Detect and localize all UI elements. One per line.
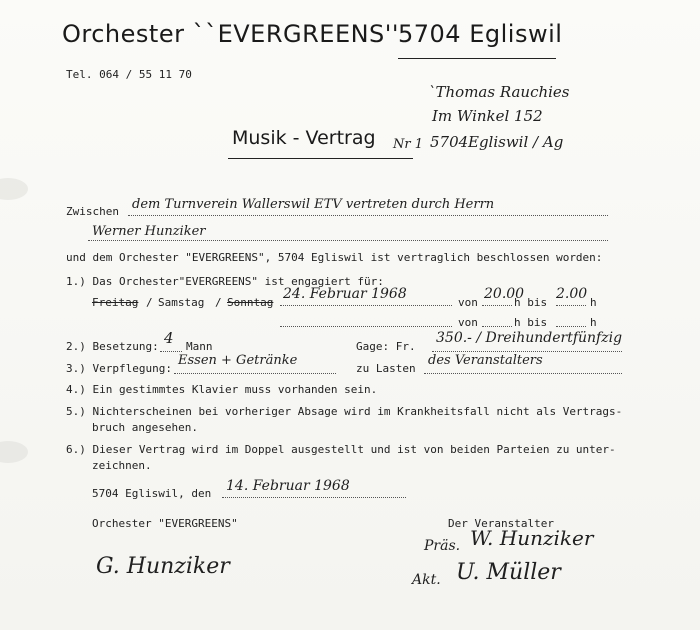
- title-underline: [228, 158, 413, 159]
- item-5-line-1: 5.) Nichterscheinen bei vorheriger Absage wird im Krankheitsfall nicht als Vertrags-: [66, 405, 623, 418]
- item-6-line-2: zeichnen.: [92, 459, 152, 472]
- zu-lasten-label: zu Lasten: [356, 362, 416, 375]
- orchestra-name: Orchester ``EVERGREENS'': [62, 20, 399, 48]
- zu-lasten-line: [424, 373, 622, 374]
- contract-number: Nr 1: [393, 137, 423, 152]
- location-underline: [398, 58, 556, 59]
- h-bis-label: h bis: [514, 296, 548, 309]
- und-text: und dem Orchester "EVERGREENS", 5704 Egliswil ist vertraglich beschlossen worden:: [66, 251, 603, 264]
- right-signature-prefix-1: Präs.: [424, 538, 461, 554]
- zwischen-line: [128, 215, 608, 216]
- day-sunday: Sonntag: [227, 296, 274, 309]
- engagement-date: 24. Februar 1968: [283, 286, 407, 302]
- zwischen-label: Zwischen: [66, 205, 119, 218]
- zwischen-value: dem Turnverein Wallerswil ETV vertreten durch Herrn: [132, 197, 495, 212]
- contract-title: Musik - Vertrag: [232, 127, 376, 149]
- von-line: [482, 305, 512, 306]
- von-label: von: [458, 296, 478, 309]
- addressee-city: Egliswil / Ag: [468, 133, 564, 151]
- h-label-2: h: [590, 316, 597, 329]
- right-signature-2: U. Müller: [456, 560, 561, 585]
- von-label-2: von: [458, 316, 478, 329]
- h-bis-label-2: h bis: [514, 316, 548, 329]
- gage-line: [432, 351, 622, 352]
- right-signature-label: Der Veranstalter: [448, 517, 554, 530]
- orchestra-location: 5704 Egliswil: [398, 20, 563, 48]
- left-signature-label: Orchester "EVERGREENS": [92, 517, 238, 530]
- left-signature: G. Hunziker: [96, 554, 230, 579]
- signing-date: 14. Februar 1968: [226, 478, 350, 494]
- right-signature-prefix-2: Akt.: [412, 572, 441, 588]
- item-2-label: 2.) Besetzung:: [66, 340, 159, 353]
- besetzung-line: [160, 351, 182, 352]
- zwischen-value-2: Werner Hunziker: [92, 224, 206, 239]
- addressee-name: `Thomas Rauchies: [428, 83, 570, 101]
- bis-line-2: [556, 326, 586, 327]
- item-4: 4.) Ein gestimmtes Klavier muss vorhanden sein.: [66, 383, 378, 396]
- zu-lasten-value: des Veranstalters: [428, 353, 543, 368]
- gage-value: 350.- / Dreihundertfünfzig: [436, 330, 623, 346]
- signing-date-line: [222, 497, 406, 498]
- besetzung-value: 4: [164, 329, 174, 347]
- date-line-2: [280, 326, 452, 327]
- day-sep-1: /: [146, 296, 153, 309]
- addressee-place: 5704: [430, 133, 469, 151]
- item-3-label: 3.) Verpflegung:: [66, 362, 172, 375]
- addressee-street: Im Winkel 152: [432, 107, 543, 125]
- von-value: 20.00: [484, 286, 525, 302]
- h-label: h: [590, 296, 597, 309]
- von-line-2: [482, 326, 512, 327]
- place-date-label: 5704 Egliswil, den: [92, 487, 212, 500]
- gage-label: Gage: Fr.: [356, 340, 416, 353]
- item-6-line-1: 6.) Dieser Vertrag wird im Doppel ausgestellt und ist von beiden Parteien zu unter-: [66, 443, 616, 456]
- item-5-line-2: bruch angesehen.: [92, 421, 198, 434]
- date-line: [280, 305, 452, 306]
- mann-label: Mann: [186, 340, 213, 353]
- bis-line: [556, 305, 586, 306]
- day-friday: Freitag: [92, 296, 139, 309]
- day-sep-2: /: [215, 296, 222, 309]
- bis-value: 2.00: [556, 286, 588, 302]
- verpflegung-value: Essen + Getränke: [178, 353, 298, 368]
- zwischen-line-2: [88, 240, 608, 241]
- telephone: Tel. 064 / 55 11 70: [66, 68, 192, 81]
- item-1-label: 1.) Das Orchester"EVERGREENS" ist engagiert für:: [66, 275, 384, 288]
- verpflegung-line: [174, 373, 336, 374]
- day-saturday: Samstag: [158, 296, 205, 309]
- right-signature-1: W. Hunziker: [470, 526, 594, 550]
